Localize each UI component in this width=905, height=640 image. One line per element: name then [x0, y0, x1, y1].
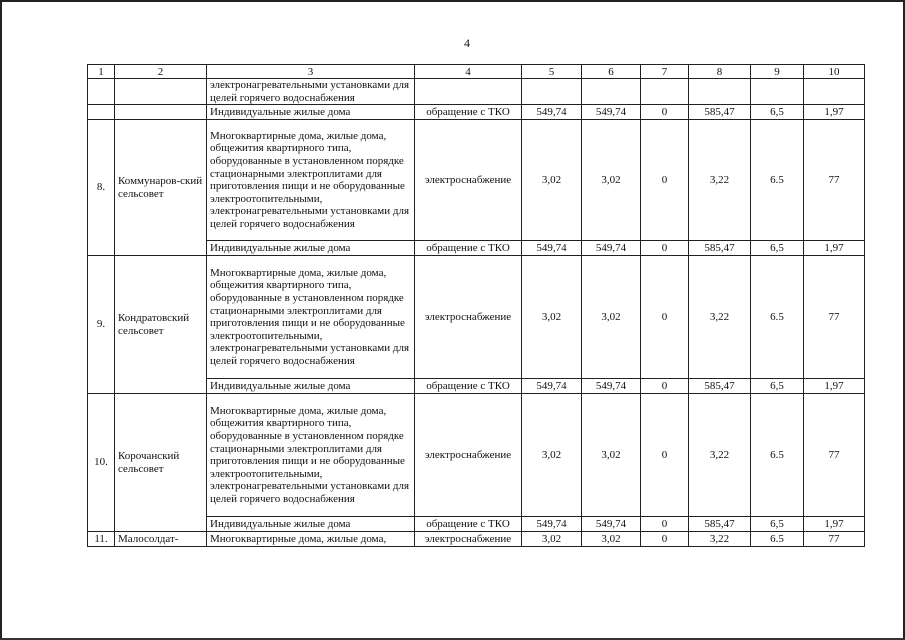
category-cell: Индивидуальные жилые дома: [207, 241, 415, 256]
category-cell: Многоквартирные дома, жилые дома, общежития квартирного типа, оборудованные в установленном порядке стационарными электроплитами для приготовления пищи и не оборудованные электроотопительными, электронагревательными установками для целей горячего водоснабжения: [207, 120, 415, 241]
table-row: [88, 105, 865, 120]
category-cell: Индивидуальные жилые дома: [207, 105, 415, 120]
value-cell: [582, 79, 641, 105]
value-cell: 0: [641, 379, 689, 394]
value-cell: 6,5: [751, 241, 804, 256]
value-cell: 6.5: [751, 394, 804, 517]
header-row: [88, 65, 865, 79]
category-cell: Индивидуальные жилые дома: [207, 517, 415, 532]
scan-edge-top: [0, 0, 905, 2]
value-cell: 585,47: [689, 379, 751, 394]
value-cell: 6.5: [751, 532, 804, 547]
value-cell: 1,97: [804, 517, 865, 532]
value-cell: 3,02: [582, 532, 641, 547]
value-cell: 0: [641, 256, 689, 379]
value-cell: 549,74: [582, 517, 641, 532]
value-cell: 6,5: [751, 105, 804, 120]
value-cell: 549,74: [522, 241, 582, 256]
value-cell: [522, 79, 582, 105]
service-cell: обращение с ТКО: [415, 379, 522, 394]
value-cell: 0: [641, 532, 689, 547]
table-row-continuation: [88, 79, 865, 105]
header-cell-9: 9: [751, 65, 804, 79]
value-cell: 585,47: [689, 105, 751, 120]
service-cell: обращение с ТКО: [415, 105, 522, 120]
header-cell-6: 6: [582, 65, 641, 79]
service-cell: обращение с ТКО: [415, 241, 522, 256]
value-cell: 3,22: [689, 394, 751, 517]
value-cell: 6.5: [751, 256, 804, 379]
row-number-cell: [88, 79, 115, 105]
table-row: [88, 256, 865, 379]
value-cell: 77: [804, 120, 865, 241]
category-cell: электронагревательными установками для целей горячего водоснабжения: [207, 79, 415, 105]
header-cell-8: 8: [689, 65, 751, 79]
value-cell: [751, 79, 804, 105]
service-cell: [415, 79, 522, 105]
tariff-table: [87, 64, 865, 547]
header-cell-7: 7: [641, 65, 689, 79]
value-cell: 3,02: [522, 256, 582, 379]
value-cell: 549,74: [522, 105, 582, 120]
value-cell: 6,5: [751, 517, 804, 532]
value-cell: 549,74: [582, 105, 641, 120]
page-number: 4: [464, 36, 470, 50]
value-cell: 585,47: [689, 241, 751, 256]
value-cell: 0: [641, 517, 689, 532]
value-cell: 549,74: [522, 379, 582, 394]
category-cell: Индивидуальные жилые дома: [207, 379, 415, 394]
value-cell: 0: [641, 120, 689, 241]
value-cell: 1,97: [804, 105, 865, 120]
header-cell-1: 1: [88, 65, 115, 79]
table-row: [88, 394, 865, 517]
value-cell: 1,97: [804, 379, 865, 394]
row-number-cell: 9.: [88, 256, 115, 394]
value-cell: 3,02: [582, 394, 641, 517]
settlement-cell: Кондратовский сельсовет: [115, 256, 207, 394]
value-cell: 3,02: [522, 394, 582, 517]
value-cell: 77: [804, 256, 865, 379]
value-cell: 1,97: [804, 241, 865, 256]
value-cell: 3,22: [689, 256, 751, 379]
table-row: [88, 120, 865, 241]
value-cell: 0: [641, 105, 689, 120]
value-cell: 0: [641, 394, 689, 517]
row-number-cell: 8.: [88, 120, 115, 256]
value-cell: 77: [804, 532, 865, 547]
table-row: [88, 532, 865, 547]
row-number-cell: [88, 105, 115, 120]
value-cell: 3,02: [522, 532, 582, 547]
service-cell: электроснабжение: [415, 532, 522, 547]
value-cell: [689, 79, 751, 105]
service-cell: электроснабжение: [415, 120, 522, 241]
value-cell: 3,22: [689, 532, 751, 547]
settlement-cell: Коммунаров-ский сельсовет: [115, 120, 207, 256]
header-cell-4: 4: [415, 65, 522, 79]
row-number-cell: 10.: [88, 394, 115, 532]
value-cell: 0: [641, 241, 689, 256]
header-cell-10: 10: [804, 65, 865, 79]
value-cell: 3,22: [689, 120, 751, 241]
settlement-cell: Корочанский сельсовет: [115, 394, 207, 532]
value-cell: [804, 79, 865, 105]
value-cell: 3,02: [582, 256, 641, 379]
value-cell: 6,5: [751, 379, 804, 394]
row-number-cell: 11.: [88, 532, 115, 547]
value-cell: 77: [804, 394, 865, 517]
value-cell: 585,47: [689, 517, 751, 532]
value-cell: 6.5: [751, 120, 804, 241]
scan-edge-left: [0, 0, 2, 640]
service-cell: электроснабжение: [415, 256, 522, 379]
value-cell: 3,02: [582, 120, 641, 241]
settlement-cell: [115, 79, 207, 105]
settlement-cell: [115, 105, 207, 120]
category-cell: Многоквартирные дома, жилые дома,: [207, 532, 415, 547]
category-cell: Многоквартирные дома, жилые дома, общежития квартирного типа, оборудованные в установленном порядке стационарными электроплитами для приготовления пищи и не оборудованные электроотопительными, электронагревательными установками для целей горячего водоснабжения: [207, 256, 415, 379]
value-cell: [641, 79, 689, 105]
category-cell: Многоквартирные дома, жилые дома, общежития квартирного типа, оборудованные в установленном порядке стационарными электроплитами для приготовления пищи и не оборудованные электроотопительными, электронагревательными установками для целей горячего водоснабжения: [207, 394, 415, 517]
header-cell-5: 5: [522, 65, 582, 79]
value-cell: 549,74: [582, 379, 641, 394]
header-cell-3: 3: [207, 65, 415, 79]
service-cell: обращение с ТКО: [415, 517, 522, 532]
settlement-cell: Малосолдат-: [115, 532, 207, 547]
service-cell: электроснабжение: [415, 394, 522, 517]
value-cell: 3,02: [522, 120, 582, 241]
header-cell-2: 2: [115, 65, 207, 79]
value-cell: 549,74: [522, 517, 582, 532]
value-cell: 549,74: [582, 241, 641, 256]
